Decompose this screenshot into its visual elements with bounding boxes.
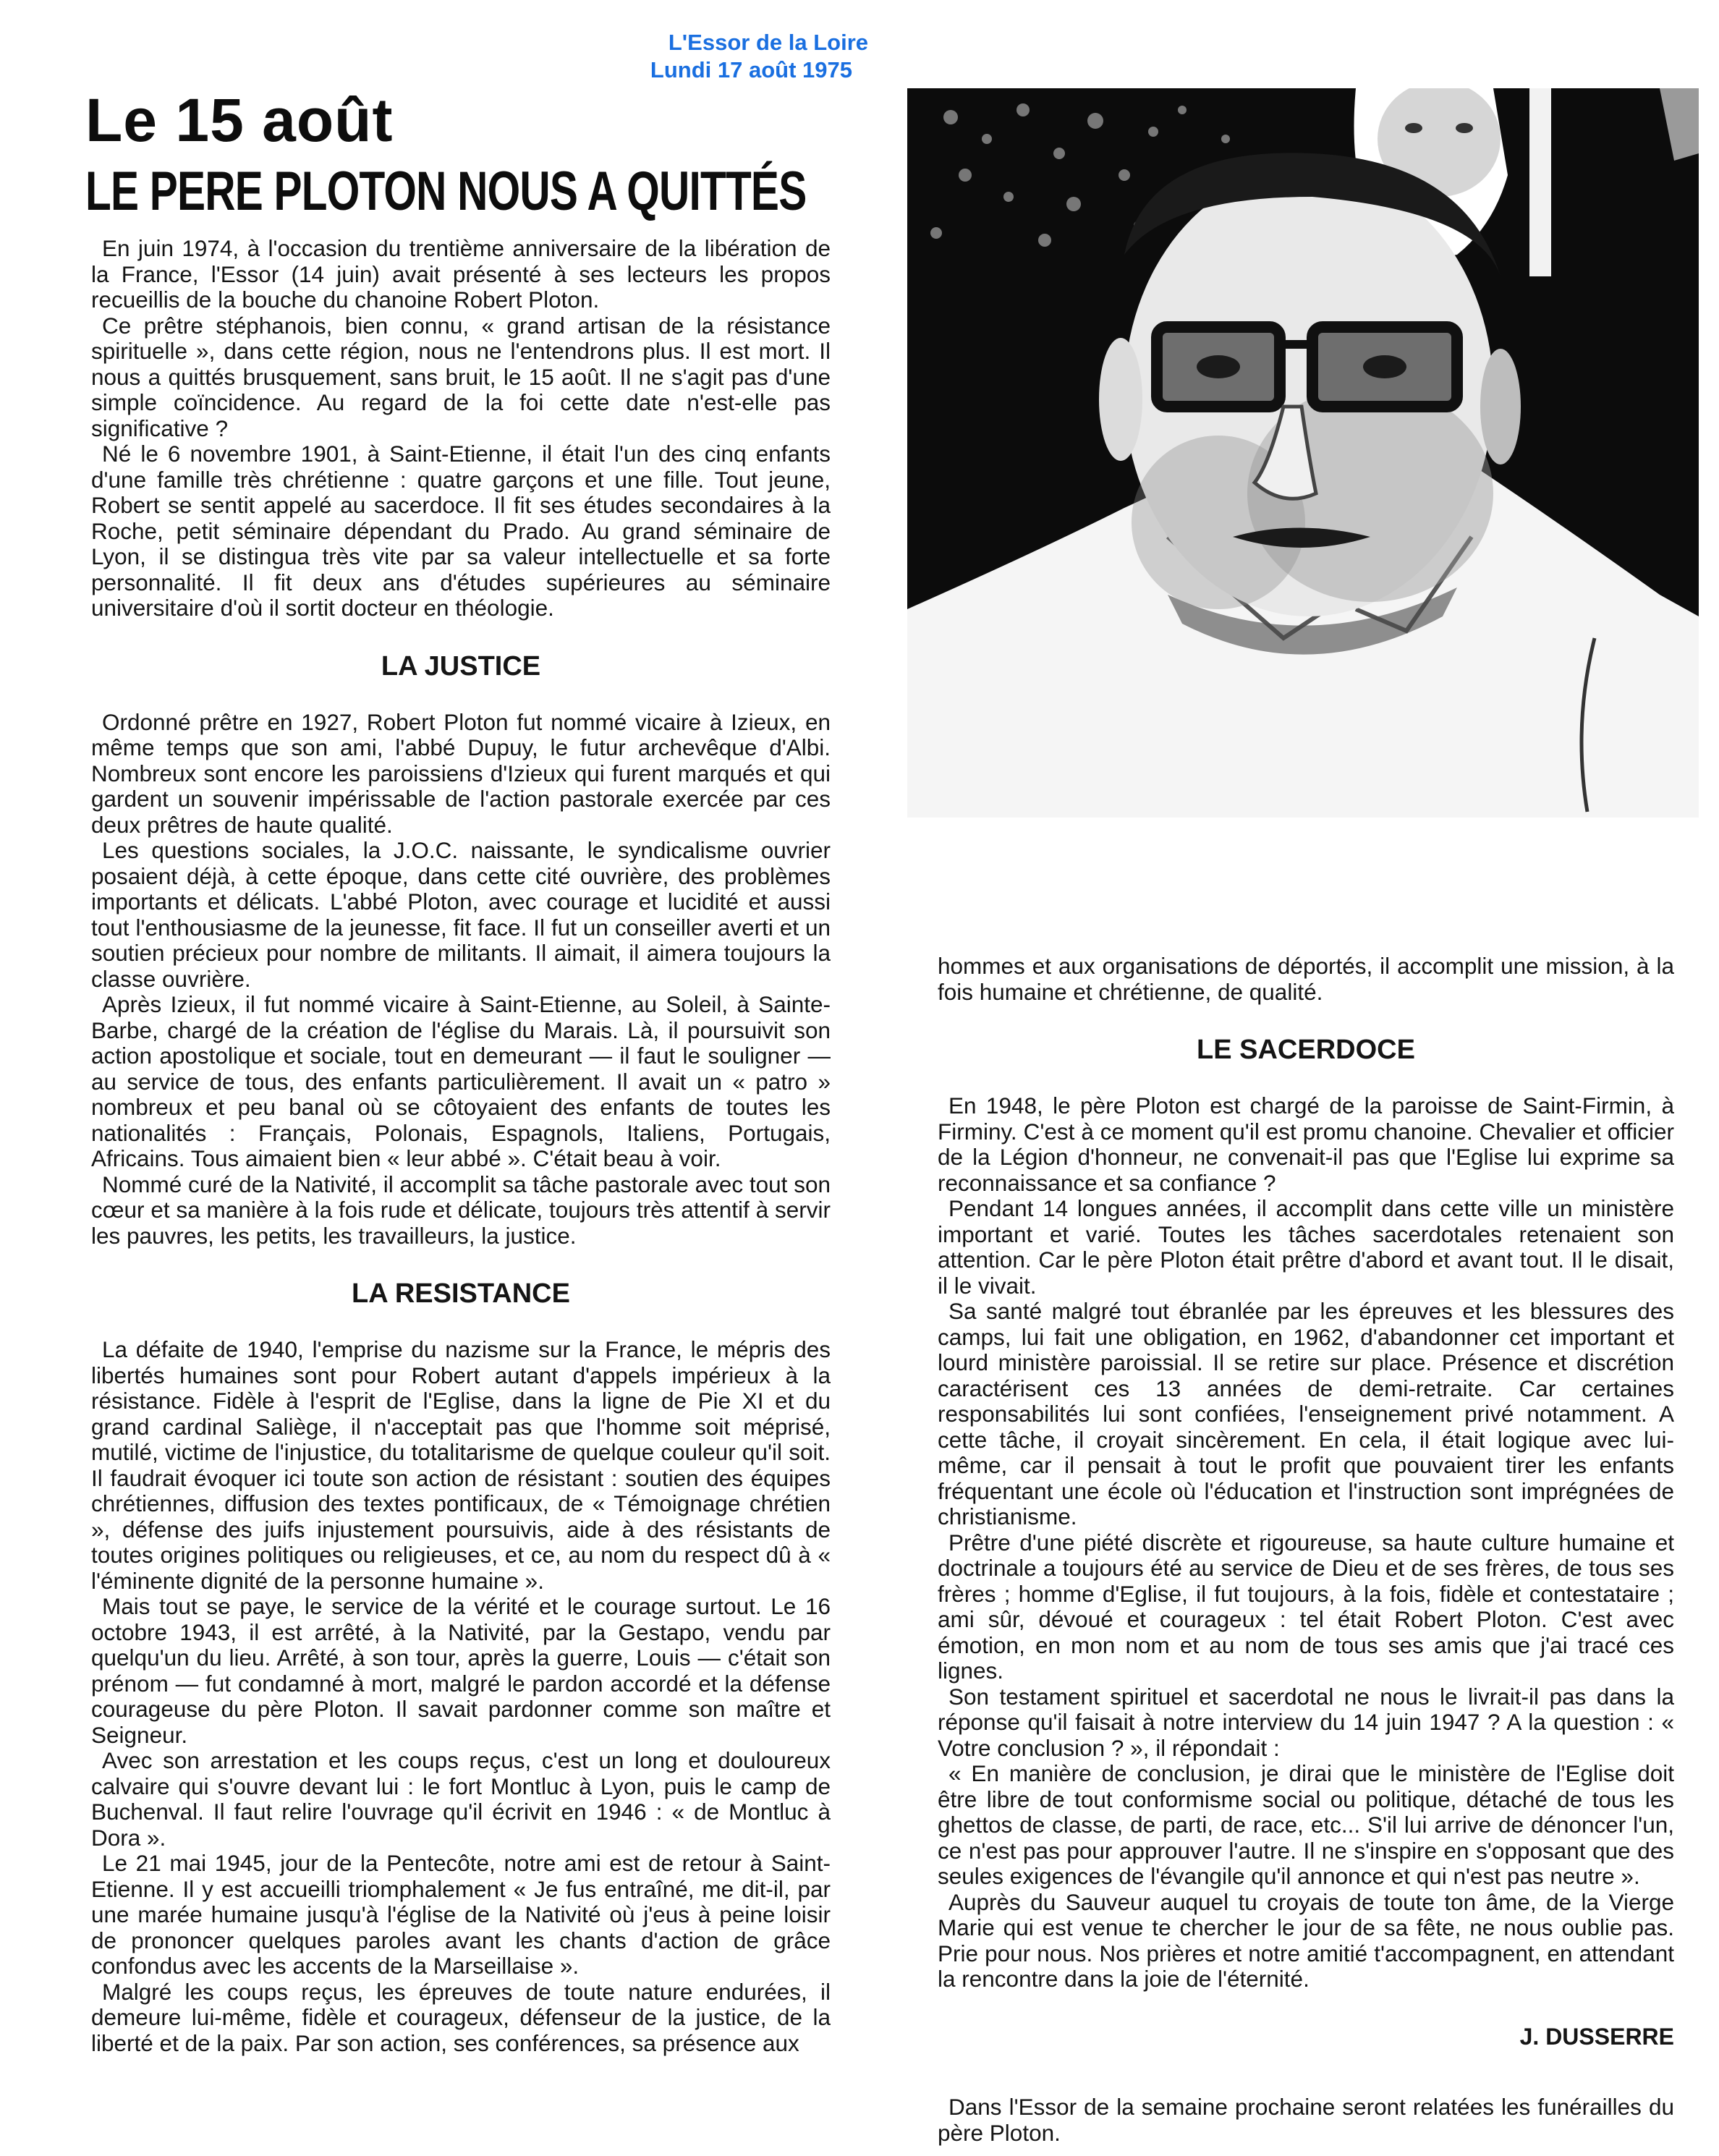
source-label [564,29,868,84]
article-right-column [938,954,1674,2146]
resistance-paragraph: Malgré les coups reçus, les épreuves de toute nature endurées, il demeure lui-même, fidèle et courageux, défenseur de la justice, de la liberté et de la paix. Par son action, ses conférences, sa présence aux [91,1978,831,2056]
resistance-paragraph: Le 21 mai 1945, jour de la Pentecôte, notre ami est de retour à Saint-Etienne. Il y est accueilli triomphalement « Je fus entraîné, me dit-il, par une marée humaine jusqu'à l'église de la Nativité où j'eus à peine loisir de prononcer quelques paroles avant les chants d'action de grâce confondus avec les accents de la Marseillaise ». [91,1850,831,1979]
section-title-sacerdoce: LE SACERDOCE [1197,1035,1415,1065]
sacerdoce-quote: « En manière de conclusion, je dirai que le ministère de l'Eglise doit être libre de tout conformisme social ou politique, détaché de tous les ghettos de classe, de parti, de race, etc... S'il lui arrive de dénoncer l'un, ce n'est pas pour approuver l'autre. Il ne s'inspire en s'opposant que des seules exigences de l'évangile qu'il annonce et qui n'est pas neutre ». [938,1760,1674,1889]
resistance-continued: hommes et aux organisations de déportés, il accomplit une mission, à la fois humaine et chrétienne, de qualité. [938,953,1674,1005]
sacerdoce-paragraph: Son testament spirituel et sacerdotal ne nous le livrait-il pas dans la réponse qu'il faisait à notre interview du 14 juin 1947 ? A la question : « Votre conclusion ? », il répondait : [938,1683,1674,1761]
sacerdoce-paragraph: Auprès du Sauveur auquel tu croyais de toute ton âme, de la Vierge Marie qui est venue te chercher le jour de sa fête, ne nous oublie pas. Prie pour nous. Nos prières et notre amitié t'accompagnent, en attendant la rencontre dans la joie de l'éternité. [938,1888,1674,1992]
justice-paragraph: Les questions sociales, la J.O.C. naissante, le syndicalisme ouvrier posaient déjà, à cette époque, dans cette cité ouvrière, des problèmes importants et délicats. L'abbé Ploton, avec courage et lucidité et aussi tout l'enthousiasme de la jeunesse, fit face. Il fut un conseiller averti et un soutien précieux pour nombre de militants. Il aimait, il aimera toujours la classe ouvrière. [91,837,831,992]
sacerdoce-paragraph: Prêtre d'une piété discrète et rigoureuse, sa haute culture humaine et doctrinale a toujours été au service de Dieu et de ses frères, de tous ses frères ; homme d'Eglise, il fut toujours, à la fois, fidèle et contestataire ; ami sûr, dévoué et courageux : tel était Robert Ploton. C'est avec émotion, en mon nom et au nom de tous ses amis que j'ai tracé ces lignes. [938,1529,1674,1684]
intro-paragraph: Ce prêtre stéphanois, bien connu, « grand artisan de la résistance spirituelle », dans cette région, nous ne l'entendrons plus. Il est mort. Il nous a quittés brusquement, sans bruit, le 15 août. Il ne s'agit pas d'une simple coïncidence. Au regard de la foi cette date n'est-elle pas significative ? [91,312,831,441]
footnote: Dans l'Essor de la semaine prochaine seront relatées les funérailles du père Ploton. [938,2094,1674,2146]
justice-paragraph: Ordonné prêtre en 1927, Robert Ploton fut nommé vicaire à Izieux, en même temps que son ami, l'abbé Dupuy, le futur archevêque d'Albi. Nombreux sont encore les paroissiens d'Izieux qui furent marqués et qui gardent un souvenir impérissable de l'action pastorale exercée par ces deux prêtres de haute qualité. [91,708,831,838]
justice-paragraph: Après Izieux, il fut nommé vicaire à Saint-Etienne, au Soleil, à Sainte-Barbe, chargé de la création de l'église du Marais. Là, il poursuivit son action apostolique et sociale, tout en demeurant — il faut le souligner — au service de tous, des enfants particulièrement. Il avait un « patro » nombreux et peu banal où se côtoyaient des enfants de toutes les nationalités : Français, Polonais, Espagnols, Italiens, Portugais, Africains. Tous aimaient bien « leur abbé ». C'était beau à voir. [91,991,831,1171]
resistance-paragraph: La défaite de 1940, l'emprise du nazisme sur la France, le mépris des libertés humaines sont pour Robert autant d'appels impérieux à la résistance. Fidèle à l'esprit de l'Eglise, dans la ligne de Pie XI et du grand cardinal Saliège, il n'acceptait pas que l'homme soit méprisé, mutilé, victime de l'injustice, du totalitarisme de quelque couleur qu'il soit. Il faudrait évoquer ici toute son action de résistant : soutien des équipes chrétiennes, diffusion des textes pontificaux, de « Témoignage chrétien », défense des juifs injustement poursuivis, aide à des résistants de toutes origines politiques ou religieuses, et ce, au nom du respect dû à « l'éminente dignité de la personne humaine ». [91,1336,831,1594]
intro-paragraph: En juin 1974, à l'occasion du trentième anniversaire de la libération de la France, l'Essor (14 juin) avait présenté à ses lecteurs les propos recueillis de la bouche du chanoine Robert Ploton. [91,235,831,313]
resistance-paragraph: Avec son arrestation et les coups reçus, c'est un long et douloureux calvaire qui s'ouvre devant lui : le fort Montluc à Lyon, puis le camp de Buchenval. Il faut relire l'ouvrage qu'il écrivit en 1946 : « de Montluc à Dora ». [91,1747,831,1851]
section-title-justice: LA JUSTICE [381,650,541,682]
author-signature: J. DUSSERRE [1519,2023,1674,2050]
sacerdoce-paragraph: Pendant 14 longues années, il accomplit dans cette ville un ministère important et varié. Toutes les tâches sacerdotales retenaient son attention. Car le père Ploton était prêtre d'abord et avant tout. Il le disait, il le vivait. [938,1195,1674,1299]
portrait-image [907,88,1699,818]
resistance-paragraph: Mais tout se paye, le service de la vérité et le courage surtout. Le 16 octobre 1943, il est arrêté, à la Nativité, par la Gestapo, vendu par quelqu'un du lieu. Arrêté, à son tour, après la guerre, Louis — c'était son prénom — fut condamné à mort, malgré le pardon accordé et la défense courageuse du père Ploton. Il savait pardonner comme son maître et Seigneur. [91,1593,831,1748]
publication-date: Lundi 17 août 1975 [650,57,852,82]
headline-title: LE PERE PLOTON NOUS A QUITTÉS [85,161,807,222]
portrait-photo [907,88,1699,818]
sacerdoce-paragraph: Sa santé malgré tout ébranlée par les épreuves et les blessures des camps, lui fait une obligation, en 1962, d'abandonner cet important et lourd ministère paroissial. Il se retire sur place. Présence et discrétion caractérisent ces 13 années de demi-retraite. Car certaines responsabilités lui sont confiées, l'enseignement privé notamment. A cette tâche, il croyait sincèrement. En cela, il était logique avec lui-même, car il pensait à tout le profit que pouvaient tirer les enfants fréquentant une école où l'éducation et l'instruction sont imprégnées de christianisme. [938,1298,1674,1529]
sacerdoce-paragraph: En 1948, le père Ploton est chargé de la paroisse de Saint-Firmin, à Firminy. C'est à ce moment qu'il est promu chanoine. Chevalier et officier de la Légion d'honneur, ne convenait-il pas que l'Eglise lui exprime sa reconnaissance et sa confiance ? [938,1092,1674,1196]
intro-paragraph: Né le 6 novembre 1901, à Saint-Etienne, il était l'un des cinq enfants d'une famille très chrétienne : quatre garçons et une fille. Tout jeune, Robert se sentit appelé au sacerdoce. Il fit ses études secondaires à la Roche, petit séminaire dépendant du Prado. Au grand séminaire de Lyon, il se distingua très vite par sa valeur intellectuelle et sa forte personnalité. Il fit deux ans d'études supérieures au séminaire universitaire d'où il sortit docteur en théologie. [91,441,831,621]
publication-name: L'Essor de la Loire [668,30,868,55]
section-title-resistance: LA RESISTANCE [352,1278,570,1309]
justice-paragraph: Nommé curé de la Nativité, il accomplit sa tâche pastorale avec tout son cœur et sa manière à la fois rude et délicate, toujours très attentif à servir les pauvres, les petits, les travailleurs, la justice. [91,1171,831,1249]
article-left-column [91,236,831,2056]
headline-kicker: Le 15 août [85,86,394,154]
